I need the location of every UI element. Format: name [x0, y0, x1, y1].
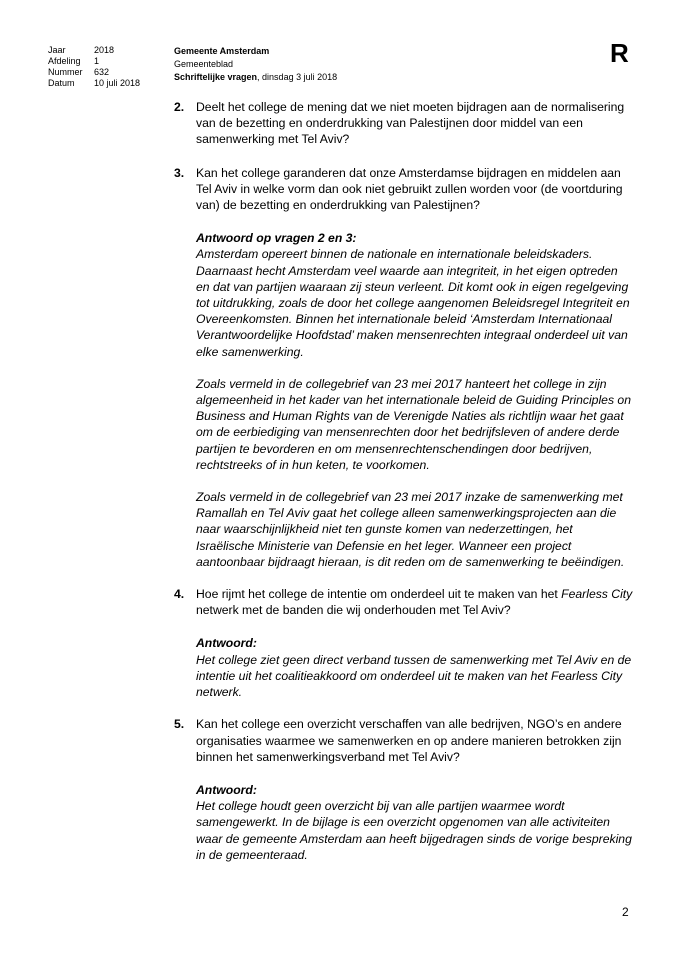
meta-value: 2018: [94, 45, 115, 55]
meta-row-datum: [48, 78, 140, 89]
answer-title: Antwoord:: [196, 782, 257, 797]
question-number: 3.: [174, 165, 185, 180]
meta-row-nummer: [48, 67, 140, 78]
answer-2-3: [174, 230, 634, 570]
answer-4: [174, 635, 634, 700]
answer-title: Antwoord op vragen 2 en 3:: [196, 231, 357, 246]
answer-paragraph: Amsterdam opereert binnen de nationale en internationale beleidskaders. Daarnaast hecht Amsterdam veel waarde aan integriteit, in het eigen optreden en dat van partijen waaraan zij steun verleent. Dit komt ook in eigen regelgeving tot uitdrukking, zoals de door het college aangenomen Beleidsregel Integriteit en Overeenkomsten. Binnen het internationale beleid ‘Amsterdam Internationaal Verantwoordelijke Hoofdstad’ maken mensenrechten integraal onderdeel uit van elke samenwerking.: [196, 247, 630, 359]
meta-label: Jaar: [48, 45, 66, 55]
document-subtitle: [174, 71, 337, 84]
publication-name: Gemeenteblad: [174, 59, 234, 69]
document-meta: [48, 45, 140, 89]
question-text: Kan het college garanderen dat onze Amsterdamse bijdragen en middelen aan Tel Aviv in welke vorm dan ook niet gebruikt zullen worden voor (de voortduring van) de bezetting en onderdrukking van Palestijnen?: [196, 165, 623, 213]
organization-name: Gemeente Amsterdam: [174, 46, 270, 56]
meta-value: 10 juli 2018: [94, 78, 141, 88]
section-letter: R: [610, 38, 629, 68]
document-type: Schriftelijke vragen: [174, 72, 258, 82]
meta-label: Afdeling: [48, 56, 81, 66]
answer-paragraph: Het college ziet geen direct verband tussen de samenwerking met Tel Aviv en de intentie uit het coalitieakkoord om onderdeel uit te maken van het Fearless City netwerk.: [196, 652, 632, 700]
question-2: [174, 99, 634, 148]
document-body: [174, 99, 634, 879]
fearless-city-term: Fearless City: [561, 587, 633, 602]
meta-value: 632: [94, 67, 110, 77]
question-number: 5.: [174, 717, 185, 732]
answer-paragraph: Zoals vermeld in de collegebrief van 23 mei 2017 inzake de samenwerking met Ramallah en Tel Aviv gaat het college alleen samenwerkingsprojecten aan die naar waarschijnlijkheid niet ten gunste komen van nederzettingen, het Israëlische Ministerie van Defensie en het leger. Wanneer een project aantoonbaar bijdraagt hieraan, is dit reden om de samenwerking te beëindigen.: [196, 490, 625, 569]
document-header: [174, 45, 337, 84]
meta-value: 1: [94, 56, 100, 66]
question-text: Deelt het college de mening dat we niet moeten bijdragen aan de normalisering van de bezetting en onderdrukking van Palestijnen door middel van een samenwerking met Tel Aviv?: [196, 100, 625, 147]
answer-title: Antwoord:: [196, 636, 257, 651]
question-number: 4.: [174, 587, 185, 602]
answer-5: [174, 782, 634, 863]
question-3: [174, 165, 634, 214]
question-text: Kan het college een overzicht verschaffen van alle bedrijven, NGO’s en andere organisaties waarmee we samenwerken en op andere manieren betrokken zijn binnen het samenwerkingsverband met Tel Aviv?: [196, 717, 622, 764]
meta-row-afdeling: [48, 56, 140, 67]
question-4: [174, 586, 634, 618]
document-date: , dinsdag 3 juli 2018: [257, 72, 338, 82]
question-number: 2.: [174, 100, 185, 114]
question-text: [196, 587, 632, 617]
question-5: [174, 716, 634, 765]
question-text-part: Hoe rijmt het college de intentie om onderdeel uit te maken van het: [196, 587, 562, 602]
question-text-part: netwerk met de banden die wij onderhouden met Tel Aviv?: [196, 603, 511, 618]
meta-label: Datum: [48, 78, 75, 88]
answer-paragraph: Zoals vermeld in de collegebrief van 23 mei 2017 hanteert het college in zijn algemeenheid in het kader van het internationale beleid de Guiding Principles on Business and Human Rights van de Verenigde Naties als richtlijn waar het gaat om de eerbiediging van mensenrechten door het bedrijfsleven of andere derde partijen te bevorderen en om mensenrechtenschendingen door bedrijven, rechtstreeks of in hun keten, te voorkomen.: [196, 376, 631, 472]
page-number: 2: [622, 905, 629, 919]
meta-label: Nummer: [48, 67, 83, 77]
meta-row-jaar: [48, 45, 140, 56]
answer-paragraph: Het college houdt geen overzicht bij van alle partijen waarmee wordt samengewerkt. In de bijlage is een overzicht opgenomen van alle activiteiten waar de gemeente Amsterdam aan heeft bijgedragen sinds de vorige bespreking in de gemeenteraad.: [196, 799, 632, 862]
